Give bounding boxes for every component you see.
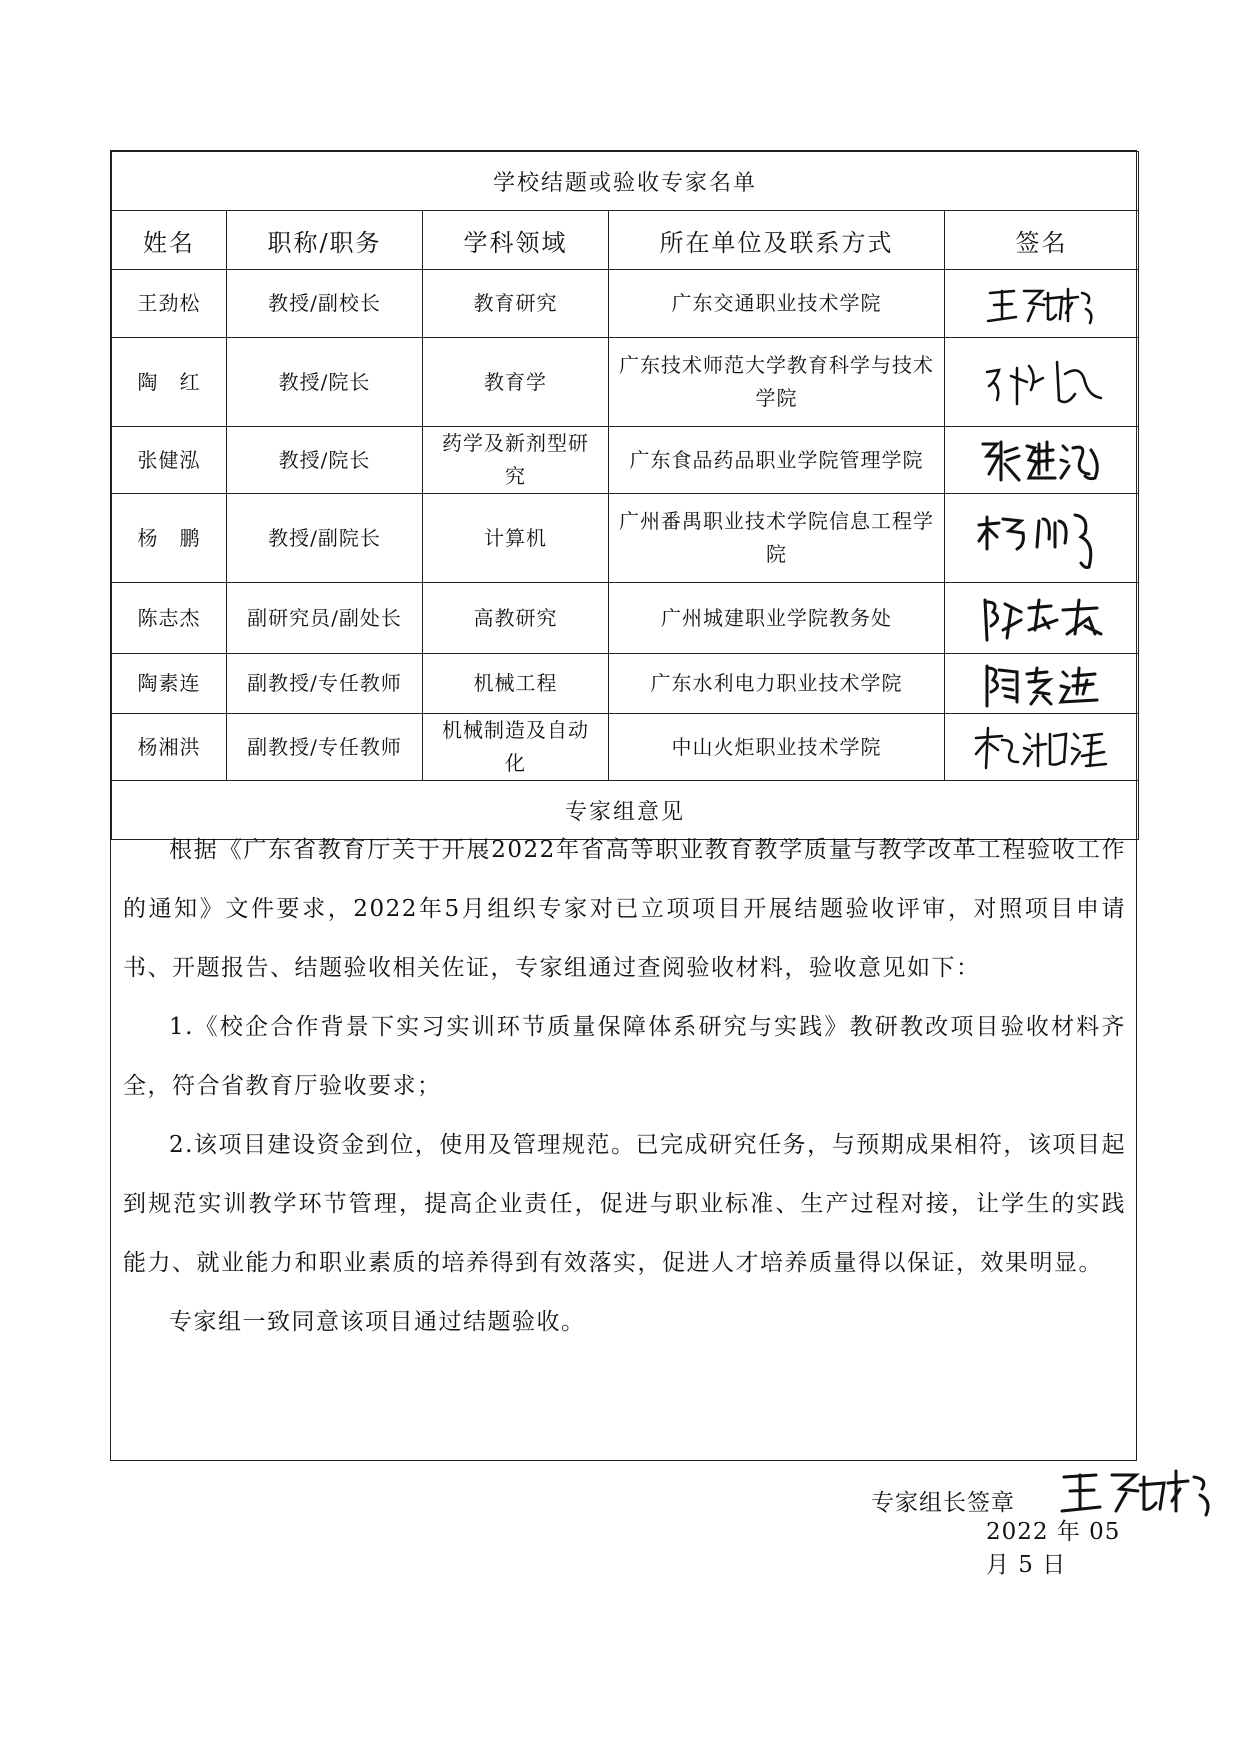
signature-yang-peng xyxy=(977,503,1107,573)
expert-title: 教授/院长 xyxy=(227,338,423,427)
expert-field: 计算机 xyxy=(423,494,609,583)
table-row xyxy=(112,270,1139,338)
expert-field: 教育学 xyxy=(423,338,609,427)
expert-form xyxy=(110,150,1137,1578)
header-field: 学科领域 xyxy=(423,211,609,270)
table-row xyxy=(112,714,1139,781)
expert-name: 王劲松 xyxy=(112,270,227,338)
expert-unit: 广东技术师范大学教育科学与技术学院 xyxy=(609,338,945,427)
expert-name: 陶素连 xyxy=(112,654,227,714)
expert-signature xyxy=(945,338,1139,427)
expert-unit: 广东交通职业技术学院 xyxy=(609,270,945,338)
opinion-paragraph-4: 专家组一致同意该项目通过结题验收。 xyxy=(169,1309,586,1335)
table-row xyxy=(112,494,1139,583)
expert-title: 副教授/专任教师 xyxy=(227,714,423,781)
expert-title: 教授/副校长 xyxy=(227,270,423,338)
table-title: 学校结题或验收专家名单 xyxy=(112,152,1139,211)
opinion-title: 专家组意见 xyxy=(112,781,1139,840)
signature-zhang-jianhong xyxy=(977,434,1107,486)
expert-name: 杨湘洪 xyxy=(112,714,227,781)
expert-title: 教授/院长 xyxy=(227,427,423,494)
expert-field: 药学及新剂型研究 xyxy=(423,427,609,494)
signature-yang-xianghong xyxy=(972,722,1112,772)
expert-name: 陶 红 xyxy=(112,338,227,427)
table-row xyxy=(112,583,1139,654)
expert-field: 高教研究 xyxy=(423,583,609,654)
signature-chen-zhijie xyxy=(977,590,1107,646)
opinion-paragraph-1: 根据《广东省教育厅关于开展2022年省高等职业教育教学质量与教学改革工程验收工作的通知》文件要求，2022年5月组织专家对已立项项目开展结题验收评审，对照项目申请书、开题报告、结题验收相关佐证，专家组通过查阅验收材料，验收意见如下： xyxy=(123,837,1126,981)
header-name: 姓名 xyxy=(112,211,227,270)
leader-sign-label: 专家组长签章 xyxy=(871,1490,1015,1516)
expert-table xyxy=(111,151,1139,840)
expert-signature xyxy=(945,427,1139,494)
expert-unit: 广州番禺职业技术学院信息工程学院 xyxy=(609,494,945,583)
expert-signature xyxy=(945,494,1139,583)
signature-wang-jinsong xyxy=(982,279,1102,329)
expert-name: 杨 鹏 xyxy=(112,494,227,583)
expert-signature xyxy=(945,270,1139,338)
expert-signature xyxy=(945,583,1139,654)
expert-unit: 广东水利电力职业技术学院 xyxy=(609,654,945,714)
expert-signature xyxy=(945,654,1139,714)
header-unit: 所在单位及联系方式 xyxy=(609,211,945,270)
expert-title: 副教授/专任教师 xyxy=(227,654,423,714)
expert-unit: 广东食品药品职业学院管理学院 xyxy=(609,427,945,494)
expert-field: 机械制造及自动化 xyxy=(423,714,609,781)
opinion-paragraph-2: 1.《校企合作背景下实习实训环节质量保障体系研究与实践》教研教改项目验收材料齐全，符合省教育厅验收要求； xyxy=(123,1014,1126,1099)
opinion-paragraph-3: 2.该项目建设资金到位，使用及管理规范。已完成研究任务，与预期成果相符，该项目起到规范实训教学环节管理，提高企业责任，促进与职业标准、生产过程对接，让学生的实践能力、就业能力和职业素质的培养得到有效落实，促进人才培养质量得以保证，效果明显。 xyxy=(123,1132,1126,1276)
header-signature: 签名 xyxy=(945,211,1139,270)
expert-unit: 中山火炬职业技术学院 xyxy=(609,714,945,781)
signature-tao-sulian xyxy=(977,658,1107,710)
expert-name: 陈志杰 xyxy=(112,583,227,654)
table-row xyxy=(112,427,1139,494)
expert-unit: 广州城建职业学院教务处 xyxy=(609,583,945,654)
date-text: 2022 年 05 月 5 日 xyxy=(986,1519,1121,1578)
expert-name: 张健泓 xyxy=(112,427,227,494)
table-row xyxy=(112,654,1139,714)
leader-signature xyxy=(1056,1461,1231,1521)
expert-title: 教授/副院长 xyxy=(227,494,423,583)
expert-signature xyxy=(945,714,1139,781)
header-title: 职称/职务 xyxy=(227,211,423,270)
expert-title: 副研究员/副处长 xyxy=(227,583,423,654)
expert-field: 教育研究 xyxy=(423,270,609,338)
signature-tao-hong xyxy=(977,352,1107,412)
table-row xyxy=(112,338,1139,427)
expert-field: 机械工程 xyxy=(423,654,609,714)
